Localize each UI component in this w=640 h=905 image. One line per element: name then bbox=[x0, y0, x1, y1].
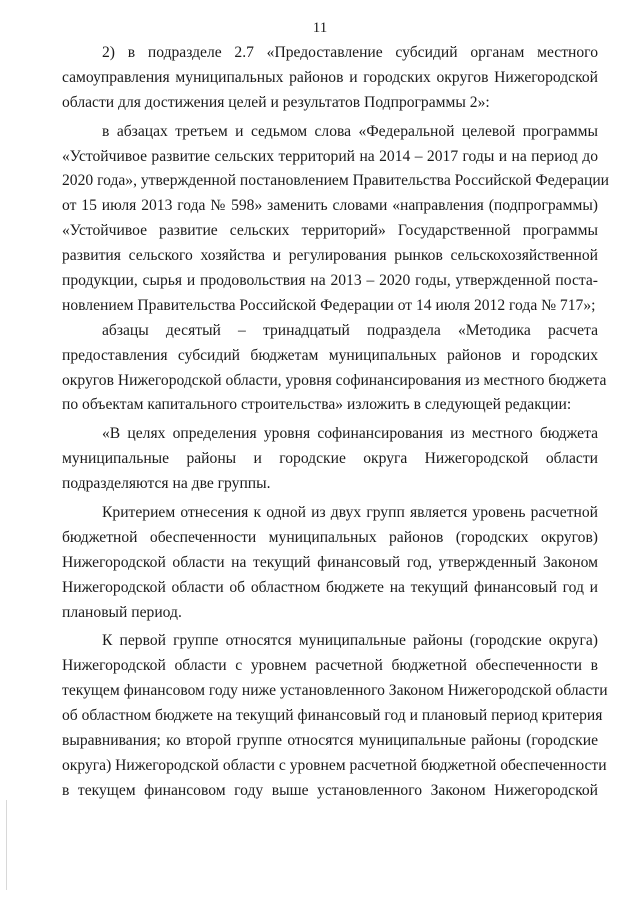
page-number: 11 bbox=[312, 20, 328, 36]
paragraph-subsection-2-7 bbox=[62, 41, 598, 116]
text-line: 2020 года», утвержденной постановлением Правительства Российской Федерации bbox=[62, 172, 610, 190]
text-line: Нижегородской области с уровнем расчетной бюджетной обеспеченности в bbox=[62, 657, 598, 675]
text-line: «Устойчивое развитие сельских территорий на 2014 – 2017 годы и на период до bbox=[62, 147, 598, 165]
paragraph-first-group bbox=[62, 629, 608, 803]
text-line: Нижегородской области об областном бюджете на текущий финансовый год и bbox=[62, 578, 598, 596]
text-line: К первой группе относятся муниципальные районы (городские округа) bbox=[102, 632, 598, 650]
text-line: текущем финансовом году ниже установленного Законом Нижегородской области bbox=[62, 682, 608, 700]
text-line: по объектам капитального строительства» изложить в следующей редакции: bbox=[62, 396, 572, 414]
text-line: плановый период. bbox=[62, 603, 182, 621]
text-line: предоставления субсидий бюджетам муниципальных районов и городских bbox=[62, 346, 598, 364]
text-line: подразделяются на две группы. bbox=[62, 475, 271, 493]
text-line: «Устойчивое развитие сельских территорий» Государственной программы bbox=[62, 222, 598, 240]
text-line: выравнивания; ко второй группе относятся муниципальные районы (городские bbox=[62, 732, 598, 750]
text-line: в текущем финансовом году выше установленного Законом Нижегородской bbox=[62, 781, 598, 799]
text-line: об областном бюджете на текущий финансовый год и плановый период критерия bbox=[62, 707, 603, 725]
paragraph-method-calculation bbox=[62, 319, 607, 419]
paragraph-replace-words bbox=[62, 120, 610, 319]
text-line: продукции, сырья и продовольствия на 2013 – 2020 годы, утвержденной поста- bbox=[62, 272, 598, 290]
text-line: «В целях определения уровня софинансирования из местного бюджета bbox=[102, 425, 598, 443]
text-line: бюджетной обеспеченности муниципальных районов (городских округов) bbox=[62, 528, 598, 546]
text-line: новлением Правительства Российской Федерации от 14 июля 2012 года № 717»; bbox=[62, 296, 596, 314]
text-line: развития сельского хозяйства и регулирования рынков сельскохозяйственной bbox=[62, 247, 598, 265]
text-line: Нижегородской области на текущий финансовый год, утвержденный Законом bbox=[62, 553, 598, 571]
paragraph-criterion bbox=[62, 501, 598, 625]
text-line: муниципальные районы и городские округа Нижегородской области bbox=[62, 450, 598, 468]
scan-edge-mark bbox=[6, 800, 7, 890]
text-line: в абзацах третьем и седьмом слова «Федеральной целевой программы bbox=[102, 122, 598, 140]
text-line: 2) в подразделе 2.7 «Предоставление субсидий органам местного bbox=[102, 44, 598, 61]
text-line: округа) Нижегородской области с уровнем расчетной бюджетной обеспеченности bbox=[62, 756, 607, 774]
paragraph-two-groups bbox=[62, 422, 598, 497]
document-body bbox=[62, 41, 610, 804]
text-line: Критерием отнесения к одной из двух групп является уровень расчетной bbox=[102, 504, 598, 522]
text-line: самоуправления муниципальных районов и городских округов Нижегородской bbox=[62, 68, 598, 86]
text-line: от 15 июля 2013 года № 598» заменить словами «направления (подпрограммы) bbox=[62, 197, 598, 215]
text-line: области для достижения целей и результатов Подпрограммы 2»: bbox=[62, 93, 490, 111]
text-line: абзацы десятый – тринадцатый подраздела «Методика расчета bbox=[102, 321, 598, 339]
text-line: округов Нижегородской области, уровня софинансирования из местного бюджета bbox=[62, 371, 607, 389]
